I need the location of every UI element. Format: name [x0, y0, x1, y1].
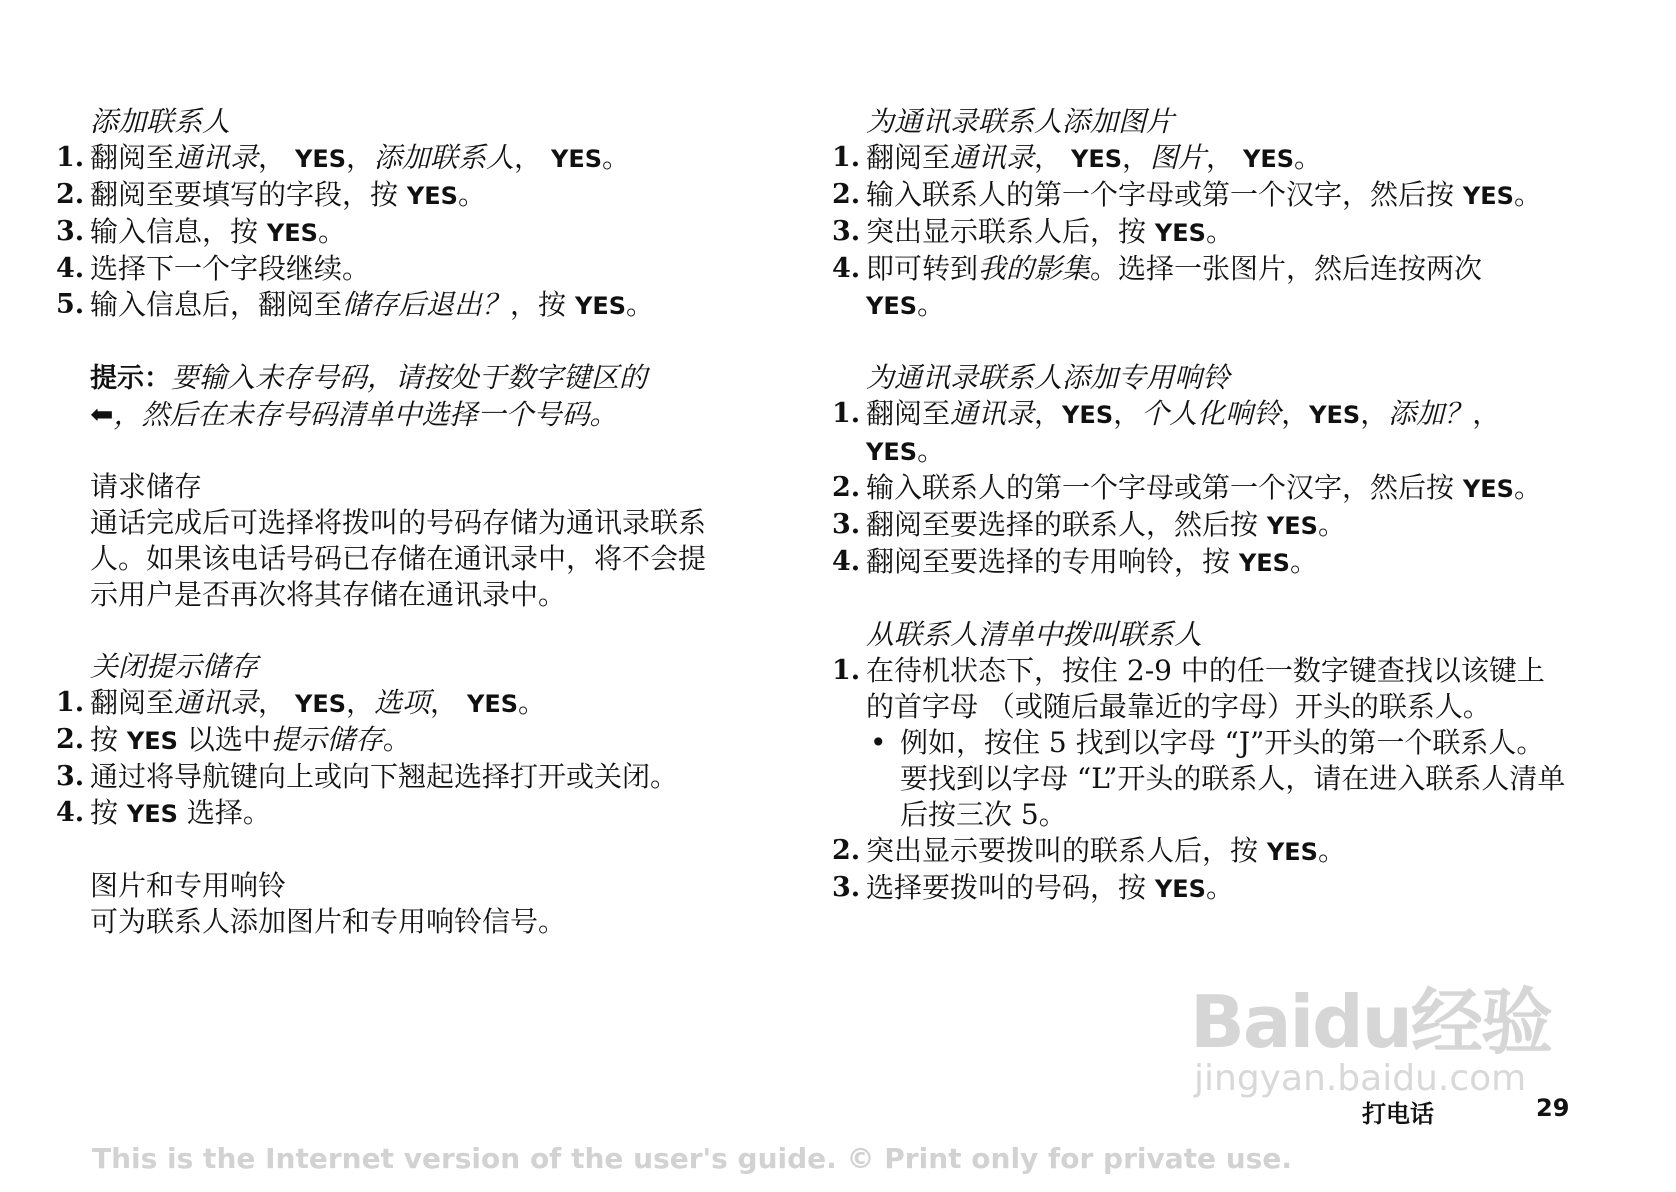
- left-column: [56, 104, 776, 976]
- section-add-ringtone: [832, 360, 1592, 581]
- step-3: 3. 通过将导航键向上或向下翘起选择打开或关闭。: [56, 760, 679, 793]
- step-2: 2. 输入联系人的第一个字母或第一个汉字，然后按 YES。: [832, 178, 1542, 211]
- section-text: 通话完成后可选择将拨叫的号码存储为通讯录联系人。如果该电话号码已存储在通讯录中，将不会提示用户是否再次将其存储在通讯录中。: [90, 506, 707, 611]
- section-text: 可为联系人添加图片和专用响铃信号。: [90, 905, 567, 938]
- step-list: [56, 140, 776, 324]
- section-title: 为通讯录联系人添加图片: [866, 105, 1175, 138]
- step-2: 2. 按 YES 以选中提示储存。: [56, 723, 411, 756]
- section-close-prompt: [56, 649, 776, 832]
- tip-label: 提示：: [90, 363, 171, 394]
- tip-text: 提示：要输入未存号码，请按处于数字键区的 ⬅，然后在未存号码清单中选择一个号码。: [90, 361, 648, 431]
- section-title: 关闭提示储存: [90, 650, 259, 683]
- disclaimer-text: This is the Internet version of the user's guide. © Print only for private use.: [92, 1142, 1292, 1175]
- step-3: 3. 选择要拨叫的号码，按 YES。: [832, 871, 1234, 904]
- section-title: 请求储存: [90, 470, 203, 503]
- right-column: [832, 104, 1592, 943]
- section-title: 从联系人清单中拨叫联系人: [866, 618, 1203, 651]
- footer-section-name: 打电话: [1362, 1100, 1434, 1128]
- bullet-dot: •: [870, 726, 887, 759]
- step-1: 1. 翻阅至通讯录， YES，选项， YES。: [56, 686, 547, 719]
- step-1: 1. 翻阅至通讯录，YES，个人化响铃，YES，添加？，YES。: [832, 397, 1501, 467]
- step-list: [832, 396, 1552, 581]
- step-4: 4. 即可转到我的影集。选择一张图片，然后连按两次 YES。: [832, 252, 1483, 321]
- tip-box: [56, 360, 776, 433]
- section-title: 为通讯录联系人添加专用响铃: [866, 361, 1231, 394]
- step-2: 2. 翻阅至要填写的字段，按 YES。: [56, 178, 486, 211]
- section-add-picture: [832, 104, 1592, 324]
- back-arrow-icon: ⬅: [90, 398, 114, 431]
- step-3: 3. 翻阅至要选择的联系人，然后按 YES。: [832, 508, 1346, 541]
- step-4: 4. 翻阅至要选择的专用响铃，按 YES。: [832, 545, 1318, 578]
- bullet-list: [832, 725, 1572, 833]
- section-call-from-list: [832, 617, 1592, 907]
- section-add-contact: [56, 104, 776, 324]
- step-1: 1. 翻阅至通讯录， YES，添加联系人， YES。: [56, 141, 631, 174]
- step-1: 1. 在待机状态下，按住 2-9 中的任一数字键查找以该键上的首字母 （或随后最靠近的字母）开头的联系人。: [832, 654, 1545, 723]
- step-4: 4. 选择下一个字段继续。: [56, 252, 371, 285]
- section-title: 添加联系人: [90, 105, 231, 138]
- step-5: 5. 输入信息后，翻阅至储存后退出？，按 YES。: [56, 288, 655, 321]
- bullet-item: • 例如，按住 5 找到以字母 “J”开头的第一个联系人。要找到以字母 “L”开头的联系人，请在进入联系人清单后按三次 5。: [870, 726, 1566, 831]
- step-1: 1. 翻阅至通讯录， YES，图片， YES。: [832, 141, 1323, 174]
- step-3: 3. 突出显示联系人后，按 YES。: [832, 215, 1234, 248]
- page-number: 29: [1536, 1094, 1570, 1122]
- section-pictures: [56, 868, 776, 940]
- step-list: [56, 685, 776, 832]
- watermark-logo: Baidu经验: [1190, 980, 1551, 1064]
- watermark-url: jingyan.baidu.com: [1194, 1058, 1527, 1099]
- step-3: 3. 输入信息，按 YES。: [56, 215, 346, 248]
- section-title: 图片和专用响铃: [90, 869, 287, 902]
- step-4: 4. 按 YES 选择。: [56, 796, 271, 829]
- step-list-continued: [832, 833, 1572, 907]
- step-list: [832, 653, 1572, 725]
- step-2: 2. 突出显示要拨叫的联系人后，按 YES。: [832, 834, 1346, 867]
- section-ask-save: [56, 469, 776, 613]
- step-list: [832, 140, 1552, 324]
- step-2: 2. 输入联系人的第一个字母或第一个汉字，然后按 YES。: [832, 471, 1542, 504]
